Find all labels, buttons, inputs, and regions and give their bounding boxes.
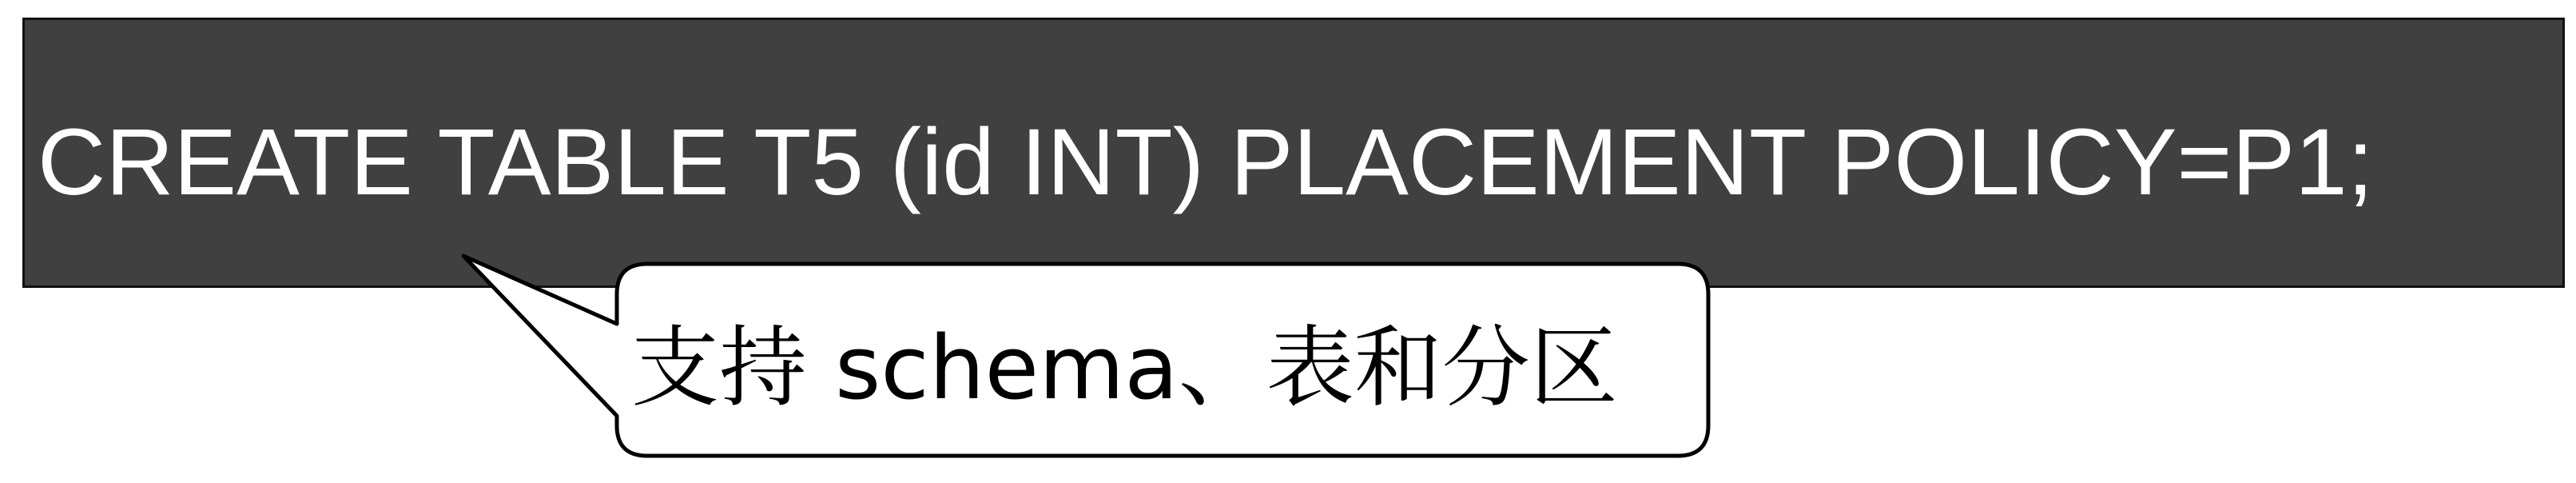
sql-statement: CREATE TABLE T5 (id INT) PLACEMENT POLICY=P1;: [38, 110, 2374, 215]
callout-label: 支持 schema、表和分区: [631, 317, 1618, 419]
